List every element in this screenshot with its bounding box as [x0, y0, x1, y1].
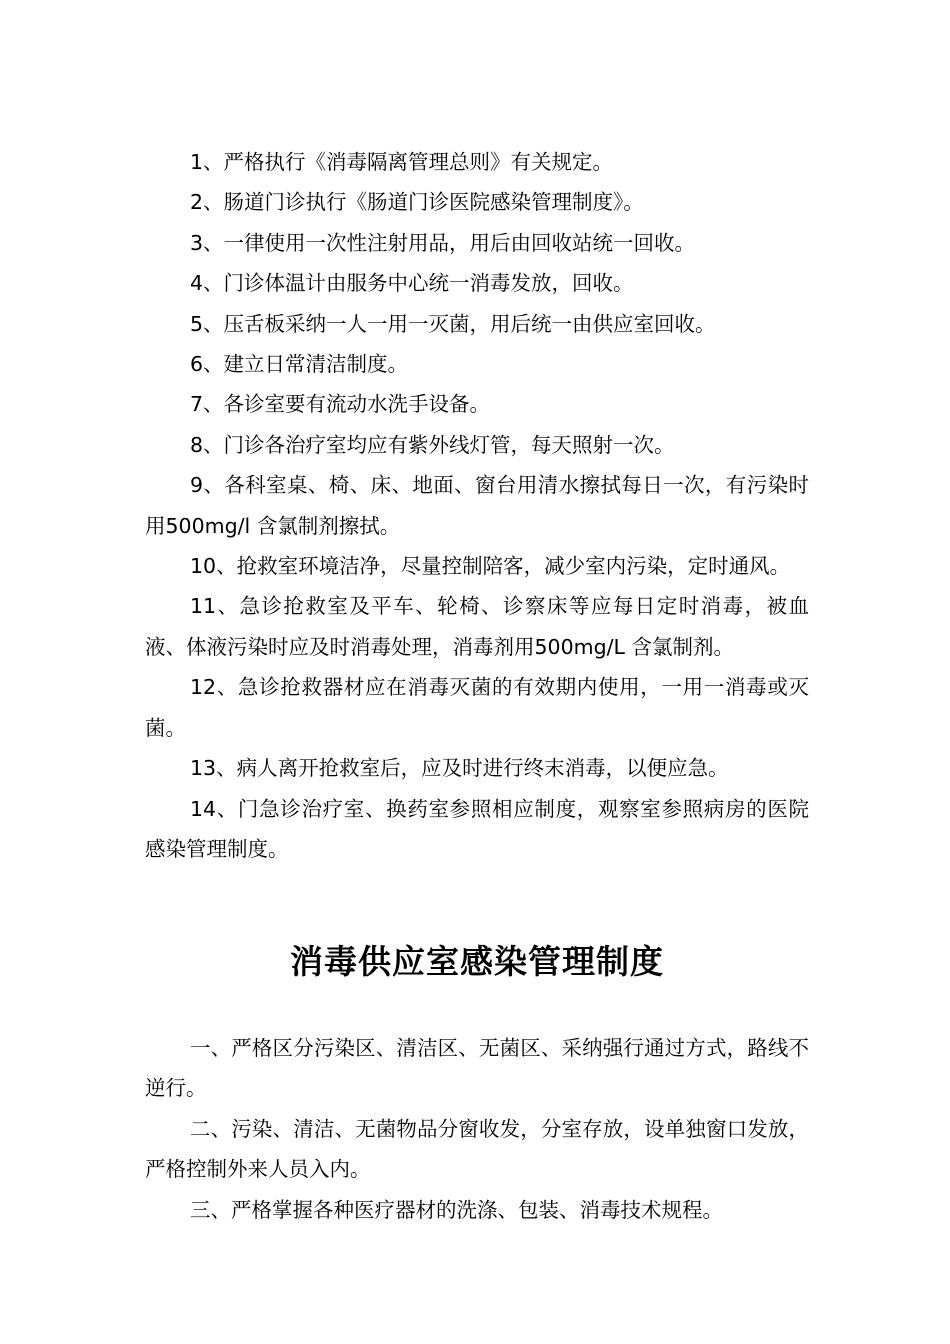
supply-rule-3: 三、严格掌握各种医疗器材的洗涤、包装、消毒技术规程。	[190, 1197, 723, 1222]
rule-item-3: 3、一律使用一次性注射用品，用后由回收站统一回收。	[190, 230, 696, 255]
rule-item-8: 8、门诊各治疗室均应有紫外线灯管，每天照射一次。	[190, 432, 675, 457]
rule-item-1: 1、严格执行《消毒隔离管理总则》有关规定。	[190, 150, 614, 174]
rule-item-10: 10、抢救室环境洁净，尽量控制陪客，减少室内污染，定时通风。	[190, 554, 791, 579]
document-page	[145, 142, 809, 1222]
rule-item-13: 13、病人离开抢救室后，应及时进行终末消毒，以便应急。	[190, 756, 729, 781]
section-supply-room-rules	[145, 1028, 809, 1230]
section-outpatient-rules	[145, 142, 809, 869]
rule-item-11: 11、急诊抢救室及平车、轮椅、诊察床等应每日定时消毒，被血液、体液污染时应及时消毒处理，消毒剂用500mg/L 含氯制剂。	[145, 594, 809, 659]
supply-rule-1: 一、严格区分污染区、清洁区、无菌区、采纳强行通过方式，路线不逆行。	[145, 1036, 809, 1101]
section-title: 消毒供应室感染管理制度	[290, 942, 664, 981]
rule-item-12: 12、急诊抢救器材应在消毒灭菌的有效期内使用，一用一消毒或灭菌。	[145, 675, 809, 740]
rule-item-14: 14、门急诊治疗室、换药室参照相应制度，观察室参照病房的医院感染管理制度。	[145, 796, 809, 861]
supply-rule-2: 二、污染、清洁、无菌物品分窗收发，分室存放，设单独窗口发放，严格控制外来人员入内。	[145, 1116, 809, 1182]
rule-item-9: 9、各科室桌、椅、床、地面、窗台用清水擦拭每日一次，有污染时用500mg/l 含氯制剂擦拭。	[145, 473, 809, 538]
rule-item-5: 5、压舌板采纳一人一用一灭菌，用后统一由供应室回收。	[190, 311, 716, 336]
rule-item-6: 6、建立日常清洁制度。	[190, 352, 409, 377]
rule-item-7: 7、各诊室要有流动水洗手设备。	[190, 392, 491, 417]
rule-item-2: 2、肠道门诊执行《肠道门诊医院感染管理制度》。	[190, 190, 644, 215]
rule-item-4: 4、门诊体温计由服务中心统一消毒发放，回收。	[190, 271, 634, 296]
